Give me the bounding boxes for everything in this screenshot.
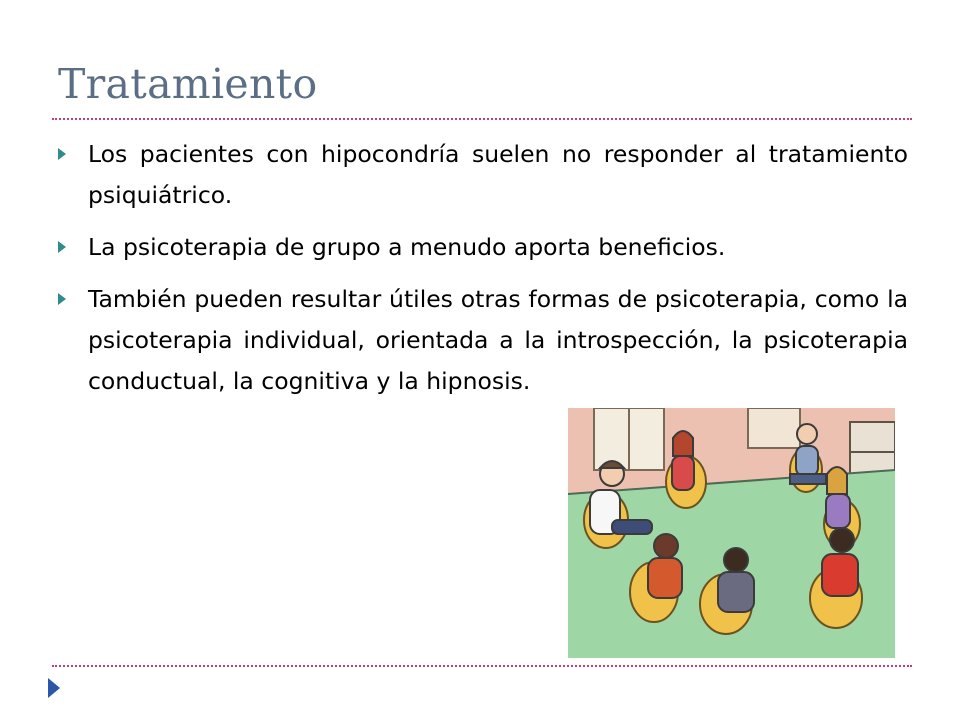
group-therapy-illustration [568, 408, 895, 658]
bullet-text: La psicoterapia de grupo a menudo aporta beneficios. [88, 233, 726, 261]
triangle-bullet-icon [58, 241, 66, 253]
footer-divider [52, 665, 912, 667]
triangle-bullet-icon [58, 148, 66, 160]
bullet-item [58, 134, 908, 216]
bullet-item [58, 227, 908, 268]
title-divider [52, 118, 912, 120]
bullet-text: Los pacientes con hipocondría suelen no responder al tratamiento psiquiátrico. [88, 140, 908, 209]
bullet-text: También pueden resultar útiles otras formas de psicoterapia, como la psicoterapia individual, orientada a la introspección, la psicoterapia conductual, la cognitiva y la hipnosis. [88, 285, 908, 395]
slide-title: Tratamiento [58, 60, 318, 108]
bullet-item [58, 279, 908, 402]
bullet-list [58, 134, 908, 413]
triangle-footer-icon [48, 678, 60, 698]
triangle-bullet-icon [58, 293, 66, 305]
